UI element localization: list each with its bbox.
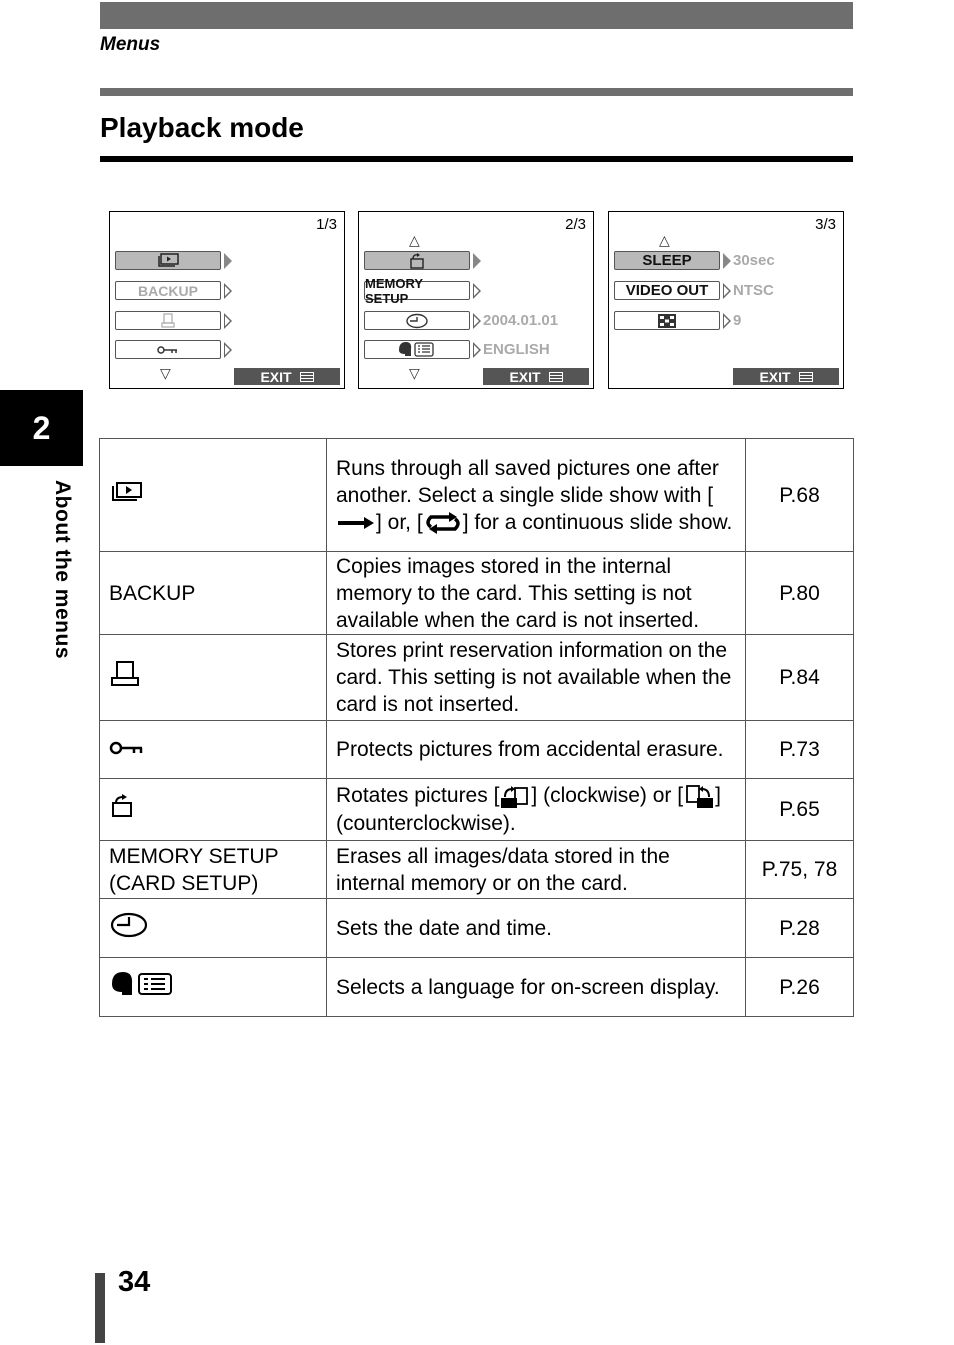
table-cell-page: P.80 xyxy=(746,552,854,635)
clock-icon xyxy=(109,911,149,939)
scroll-down-icon[interactable]: ▽ xyxy=(409,365,420,381)
table-cell-item xyxy=(100,635,327,721)
right-arrow-icon xyxy=(336,516,376,530)
table-cell-item xyxy=(100,721,327,779)
slideshow-icon xyxy=(156,253,180,268)
table-cell-description: Erases all images/data stored in the internal memory or on the card. xyxy=(327,841,746,899)
menu-icon xyxy=(549,372,563,382)
table-cell-page: P.65 xyxy=(746,779,854,841)
table-row xyxy=(100,779,854,841)
menu-screen-1 xyxy=(109,211,345,389)
divider xyxy=(100,88,853,96)
table-cell-page: P.73 xyxy=(746,721,854,779)
print-icon xyxy=(109,660,141,688)
exit-label: EXIT xyxy=(509,368,541,385)
menu-item-label: MEMORY SETUP xyxy=(365,275,423,306)
submenu-arrow xyxy=(723,283,731,299)
menu-item-label: BACKUP xyxy=(138,282,198,299)
table-row xyxy=(100,635,854,721)
menu-item-slideshow[interactable] xyxy=(115,251,221,270)
menu-item-backup[interactable] xyxy=(115,281,221,300)
page-number: 34 xyxy=(118,1266,151,1298)
scroll-down-icon[interactable]: ▽ xyxy=(160,365,171,381)
menu-item-label: SLEEP xyxy=(642,252,692,269)
table-cell-page: P.28 xyxy=(746,899,854,958)
title-underline xyxy=(100,156,853,162)
menu-item-language[interactable] xyxy=(364,340,470,359)
table-cell-page: P.68 xyxy=(746,439,854,552)
language-icon xyxy=(109,970,175,998)
table-row xyxy=(100,958,854,1017)
protect-key-icon xyxy=(157,345,179,355)
table-row xyxy=(100,899,854,958)
slideshow-icon xyxy=(109,481,143,503)
thumbnail-grid-icon xyxy=(658,314,676,328)
menu-item-print[interactable] xyxy=(115,311,221,330)
menu-screen-2 xyxy=(358,211,594,389)
menu-item-thumbnails[interactable] xyxy=(614,311,720,330)
table-cell-description xyxy=(327,779,746,841)
header-bar xyxy=(100,2,853,29)
table-cell-item xyxy=(100,958,327,1017)
submenu-arrow xyxy=(723,253,731,269)
menu-screen-3 xyxy=(608,211,844,389)
submenu-arrow xyxy=(224,253,232,269)
page-indicator: 1/3 xyxy=(316,216,337,233)
rotate-counterclockwise-icon xyxy=(683,784,715,810)
submenu-arrow xyxy=(224,313,232,329)
menu-item-clock[interactable] xyxy=(364,311,470,330)
exit-label: EXIT xyxy=(759,368,791,385)
table-cell-description: Copies images stored in the internal memory to the card. This setting is not available when the card is not inserted. xyxy=(327,552,746,635)
table-cell-page: P.84 xyxy=(746,635,854,721)
thumbnail-value: 9 xyxy=(733,312,742,329)
table-row xyxy=(100,439,854,552)
description-text: ] (counterclockwise). xyxy=(336,784,721,835)
table-cell-item xyxy=(100,899,327,958)
description-text: ] (clockwise) or [ xyxy=(531,784,684,808)
submenu-arrow xyxy=(473,253,481,269)
rotate-clockwise-icon xyxy=(499,784,531,810)
table-row xyxy=(100,841,854,899)
page-number-bar xyxy=(95,1273,105,1343)
table-row xyxy=(100,552,854,635)
scroll-up-icon[interactable]: △ xyxy=(659,232,670,248)
chapter-tab: 2 xyxy=(0,390,83,466)
menu-table xyxy=(99,438,854,1017)
submenu-arrow xyxy=(473,313,481,329)
clock-icon xyxy=(405,313,429,329)
menu-item-video-out[interactable] xyxy=(614,281,720,300)
menu-item-sleep[interactable] xyxy=(614,251,720,270)
protect-key-icon xyxy=(109,740,145,756)
table-row xyxy=(100,721,854,779)
table-cell-item: BACKUP xyxy=(100,552,327,635)
table-cell-description: Protects pictures from accidental erasure. xyxy=(327,721,746,779)
table-cell-description: Selects a language for on-screen display. xyxy=(327,958,746,1017)
menu-icon xyxy=(300,372,314,382)
section-label: Menus xyxy=(100,34,161,55)
submenu-arrow xyxy=(224,283,232,299)
description-text: ] or, [ xyxy=(376,510,423,534)
table-cell-description: Stores print reservation information on the card. This setting is not available when the card is not inserted. xyxy=(327,635,746,721)
rotate-icon xyxy=(408,253,426,269)
chapter-label: About the menus xyxy=(51,480,74,659)
language-value: ENGLISH xyxy=(483,341,550,358)
exit-button[interactable] xyxy=(234,368,340,385)
sleep-value: 30sec xyxy=(733,252,775,269)
video-out-value: NTSC xyxy=(733,282,774,299)
menu-item-rotate[interactable] xyxy=(364,251,470,270)
menu-icon xyxy=(799,372,813,382)
description-text: ] for a continuous slide show. xyxy=(462,510,733,534)
date-value: 2004.01.01 xyxy=(483,312,559,329)
menu-item-memory-setup[interactable] xyxy=(364,275,470,306)
submenu-arrow xyxy=(473,283,481,299)
scroll-up-icon[interactable]: △ xyxy=(409,232,420,248)
submenu-arrow xyxy=(723,313,731,329)
exit-label: EXIT xyxy=(260,368,292,385)
menu-item-protect[interactable] xyxy=(115,340,221,359)
exit-button[interactable] xyxy=(483,368,589,385)
table-cell-description: Sets the date and time. xyxy=(327,899,746,958)
page-indicator: 2/3 xyxy=(565,216,586,233)
table-cell-page: P.26 xyxy=(746,958,854,1017)
submenu-arrow xyxy=(473,342,481,358)
language-icon xyxy=(397,341,437,358)
print-icon xyxy=(160,313,176,329)
table-cell-item: MEMORY SETUP (CARD SETUP) xyxy=(100,841,327,899)
exit-button[interactable] xyxy=(733,368,839,385)
page-indicator: 3/3 xyxy=(815,216,836,233)
page-title: Playback mode xyxy=(100,112,304,143)
repeat-icon xyxy=(423,511,463,535)
table-cell-page: P.75, 78 xyxy=(746,841,854,899)
submenu-arrow xyxy=(224,342,232,358)
rotate-icon xyxy=(109,794,135,818)
table-cell-item xyxy=(100,779,327,841)
description-text: Runs through all saved pictures one after another. Select a single slide show with [ xyxy=(336,456,719,507)
description-text: Rotates pictures [ xyxy=(336,784,500,808)
table-cell-item xyxy=(100,439,327,552)
menu-item-label: VIDEO OUT xyxy=(625,282,709,299)
table-cell-description xyxy=(327,439,746,552)
